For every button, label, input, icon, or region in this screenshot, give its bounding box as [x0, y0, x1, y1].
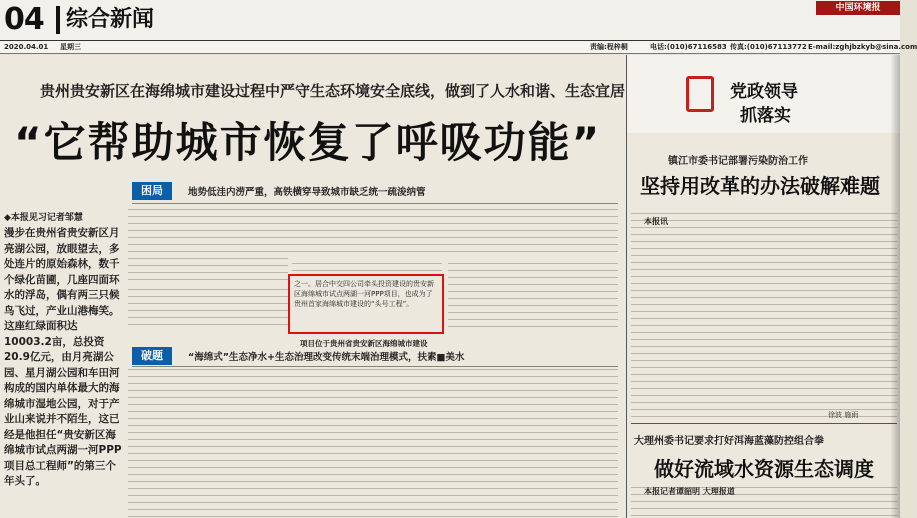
- section-head-breakthrough: “海绵式”生态净水+生态治理改变传统末端治理模式，扶素■美水: [188, 352, 465, 363]
- issue-date: 2020.04.01: [4, 43, 49, 51]
- paper-logo: 中国环境报: [816, 1, 900, 15]
- email-address: E-mail:zghjbzkyb@sina.com: [808, 43, 917, 51]
- right-signature: 徐波 施雨: [828, 411, 859, 419]
- body-columns-bottom: [128, 366, 618, 518]
- page-edge-shadow: [890, 55, 900, 518]
- body-column-3-top: [448, 260, 618, 330]
- section-divider-bar: [56, 6, 60, 34]
- party-banner-title: [730, 80, 798, 128]
- right-article-text: [631, 210, 897, 420]
- editor-credit: 责编:程梓桐: [590, 43, 628, 51]
- body-column-2-top: [292, 260, 442, 274]
- phone-number: 电话:(010)67116583: [650, 43, 727, 51]
- section-label-breakthrough: 破题: [132, 347, 172, 365]
- lead-headline: “它帮助城市恢复了呼吸功能”: [14, 118, 602, 167]
- right-kicker-2: 大理州委书记要求打好洱海蓝藻防控组合拳: [634, 436, 824, 447]
- issue-weekday: 星期三: [60, 43, 81, 51]
- section-name: 综合新闻: [66, 7, 155, 32]
- party-title-line-1: 党政领导: [730, 82, 798, 102]
- fax-number: 传真:(010)67113772: [730, 43, 807, 51]
- party-title-line-2: 抓落实: [740, 106, 791, 126]
- right-kicker: 镇江市委书记部署污染防治工作: [668, 156, 808, 167]
- highlighted-callout: 之一。居合中交四公司牵头投资建设的贵安新区海绵城市试点两湖一河PPP项目，也成为了贵州首家海绵城市建设的“头号工程”。: [288, 274, 444, 334]
- body-column-1-mid: [128, 286, 288, 330]
- left-column-text: 漫步在贵州省贵安新区月亮湖公园，放眼望去，多处连片的原始森林，数千个绿化苗圃，几座四面环水的浮岛，偶有两三只候鸟飞过，产业山港梅笑。这座红绿面积达10003.2亩，总投资20.9亿元，由月亮湖公园、星月湖公园和车田河构成的国内单体最大的海绵城市湿地公园，对于产业山来说并不陌生，这已经是他担任“贵安新区海绵城市试点两湖一河PPP项目总工程师”的第三个年头了。: [4, 227, 122, 487]
- section-rule-1: [132, 203, 618, 204]
- section-number: 04: [4, 2, 44, 37]
- right-rule: [631, 423, 897, 424]
- photo-caption: 项目位于贵州省贵安新区海绵城市建设: [300, 339, 428, 348]
- right-headline: 坚持用改革的办法破解难题: [640, 174, 880, 198]
- right-byline-2: 本报记者谭韶明 大理报道: [644, 487, 735, 496]
- section-head-dilemma: 地势低洼内涝严重，高铁横穿导致城市缺乏统一疏浚纳管: [188, 187, 426, 198]
- party-emblem-icon: [686, 76, 714, 112]
- lead-kicker: 贵州贵安新区在海绵城市建设过程中严守生态环境安全底线，做到了人水和谐、生态宜居: [40, 82, 626, 100]
- left-column-byline: ◆本报见习记者邹慧: [4, 213, 83, 223]
- right-byline: 本报讯: [644, 217, 668, 226]
- right-headline-2: 做好流域水资源生态调度: [654, 457, 874, 481]
- body-column-1-top: [128, 206, 288, 286]
- section-rule-2: [132, 366, 618, 367]
- section-label-dilemma: 困局: [132, 182, 172, 200]
